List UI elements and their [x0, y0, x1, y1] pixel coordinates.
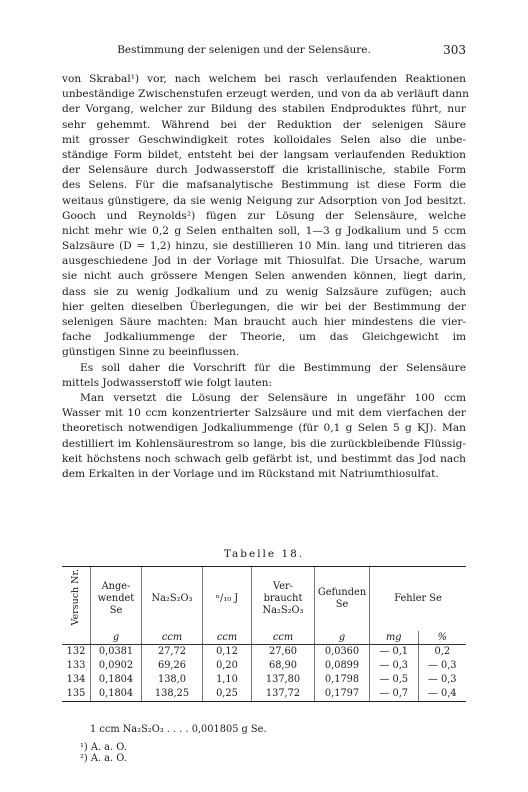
unit-cell: g: [315, 631, 370, 645]
table-cell: — 0,4: [418, 687, 466, 702]
table-cell: 0,25: [203, 687, 252, 702]
text-line: sehr gehemmt. Während bei der Reduktion der selenigen Säure: [62, 118, 466, 131]
table-row: [62, 659, 466, 673]
table-cell: 0,1804: [91, 687, 142, 702]
table-cell: 69,26: [142, 659, 203, 673]
table-cell: — 0,7: [370, 687, 419, 702]
table-cell: 138,0: [142, 673, 203, 687]
running-title: Bestimmung der selenigen und der Selensäure.: [117, 44, 371, 56]
table-cell: 0,0902: [91, 659, 142, 673]
text-line: nicht mehr wie 0,2 g Selen enthalten soll, 1—3 g Jodkalium und 5 ccm: [62, 224, 466, 237]
text-line: Es soll daher die Vorschrift für die Bestimmung der Selensäure: [80, 361, 466, 374]
text-line: sie nicht auch grössere Mengen Selen anwenden können, liegt darin,: [62, 270, 466, 283]
text-line: Man versetzt die Lösung der Selensäure in ungefähr 100 ccm: [80, 391, 466, 404]
unit-cell: [62, 631, 91, 645]
unit-cell: mg: [370, 631, 419, 645]
table-cell: 0,1804: [91, 673, 142, 687]
text-line: der Selensäure durch Jodwasserstoff die kristallinische, stabile Form: [62, 164, 466, 177]
text-line: weitaus günstigere, da sie wenig Neigung zur Adsorption von Jod besitzt.: [62, 194, 466, 207]
table-title: Tabelle 18.: [223, 548, 305, 560]
unit-cell: %: [418, 631, 466, 645]
header-gefunden: Gefunden Se: [315, 567, 370, 632]
page-number: 303: [443, 43, 466, 57]
text-line: Salzsäure (D = 1,2) hinzu, sie destillieren 10 Min. lang und titrieren das: [62, 240, 466, 253]
footnotes: [80, 742, 127, 764]
footnote: ¹) A. a. O.: [80, 742, 127, 753]
header-verbraucht: Ver- braucht Na₂S₂O₃: [252, 567, 315, 632]
table-cell: 27,60: [252, 645, 315, 660]
table-cell: 0,0381: [91, 645, 142, 660]
table-cell: — 0,5: [370, 673, 419, 687]
page-header: [62, 44, 466, 60]
table-row: [62, 673, 466, 687]
body-text: [62, 72, 469, 482]
table-cell: — 0,3: [370, 659, 419, 673]
unit-cell: ccm: [142, 631, 203, 645]
table-equivalence-note: 1 ccm Na₂S₂O₃ . . . . 0,001805 g Se.: [90, 724, 267, 735]
unit-cell: ccm: [252, 631, 315, 645]
header-fehler: Fehler Se: [370, 567, 467, 632]
text-line: selenigen Säure machten: Man braucht auch hier mindestens die vier-: [62, 316, 466, 328]
table-cell: 134: [66, 674, 86, 686]
table-cell: 0,0360: [315, 645, 370, 660]
table-cell: 0,1797: [315, 687, 370, 702]
table-cell: 135: [62, 687, 91, 702]
text-line: fache Jodkaliummenge der Theorie, um das Gleichgewicht im: [62, 331, 466, 344]
text-line: mittels Jodwasserstoff wie folgt lauten:: [62, 376, 273, 389]
text-line: ständige Form bildet, entsteht bei der langsam verlaufenden Reduktion: [62, 148, 466, 161]
header-n10-j: ⁿ/₁₀ J: [203, 567, 252, 632]
table-unit-row: [62, 631, 466, 645]
table-row: [62, 645, 466, 660]
text-line: theoretisch notwendigen Jodkaliummenge (für 0,1 g Selen 5 g KJ). Man: [62, 422, 466, 435]
text-line: Wasser mit 10 ccm konzentrierter Salzsäure und mit dem vierfachen der: [62, 407, 466, 420]
table-cell: 133: [66, 660, 86, 672]
text-line: dass sie zu wenig Jodkalium und zu wenig Salzsäure zufügen; auch: [62, 285, 466, 298]
table-cell: 0,0899: [315, 659, 370, 673]
unit-cell: g: [91, 631, 142, 645]
text-line: ausgeschiedene Jod in der Vorlage mit Thiosulfat. Die Ursache, warum: [62, 255, 466, 268]
table-row: [62, 687, 466, 702]
table-cell: 0,12: [203, 645, 252, 660]
table-cell: 68,90: [252, 659, 315, 673]
table-cell: 1,10: [203, 673, 252, 687]
text-line: hier gelten dieselben Überlegungen, die wir bei der Bestimmung der: [62, 300, 466, 313]
footnote: ²) A. a. O.: [80, 753, 127, 764]
table-cell: 138,25: [142, 687, 203, 702]
text-line: Gooch und Reynolds²) fügen zur Lösung der Selensäure, welche: [62, 209, 466, 222]
table-cell: — 0,3: [418, 673, 466, 687]
header-versuch: Versuch Nr.: [70, 569, 81, 626]
table-cell: 132: [66, 646, 86, 658]
header-angewendet: Ange- wendet Se: [91, 567, 142, 632]
text-line: dem Erkalten in der Vorlage und im Rückstand mit Natriumthiosulfat.: [62, 467, 439, 480]
text-line: keit höchstens noch schwach gelb gefärbt ist, und bestimmt das Jod nach: [62, 452, 466, 465]
text-line: des Selens. Für die mafsanalytische Bestimmung ist diese Form die: [62, 179, 466, 192]
data-table: [62, 566, 466, 702]
text-line: mit grosser Geschwindigkeit rotes kolloidales Selen also die unbe-: [62, 133, 466, 146]
table-cell: 0,1798: [315, 673, 370, 687]
text-line: günstigen Sinne zu beeinflussen.: [62, 346, 240, 359]
table-cell: — 0,1: [370, 645, 419, 660]
text-line: der Vorgang, welcher zur Bildung des stabilen Endproduktes führt, nur: [62, 103, 466, 116]
table-cell: 27,72: [142, 645, 203, 660]
unit-cell: ccm: [203, 631, 252, 645]
table-header-row: [62, 567, 466, 632]
text-line: unbeständige Zwischenstufen erzeugt werden, und von da ab verläuft dann: [62, 88, 469, 101]
table-cell: 137,72: [252, 687, 315, 702]
table-cell: 0,20: [203, 659, 252, 673]
text-line: destilliert im Kohlensäurestrom so lange, bis die zurückbleibende Flüssig-: [62, 437, 466, 450]
header-na2s2o3: Na₂S₂O₃: [142, 567, 203, 632]
table-cell: 137,80: [252, 673, 315, 687]
table-cell: 0,2: [418, 645, 466, 660]
table-cell: — 0,3: [418, 659, 466, 673]
text-line: von Skrabal¹) vor, nach welchem bei rasch verlaufenden Reaktionen: [62, 73, 466, 85]
